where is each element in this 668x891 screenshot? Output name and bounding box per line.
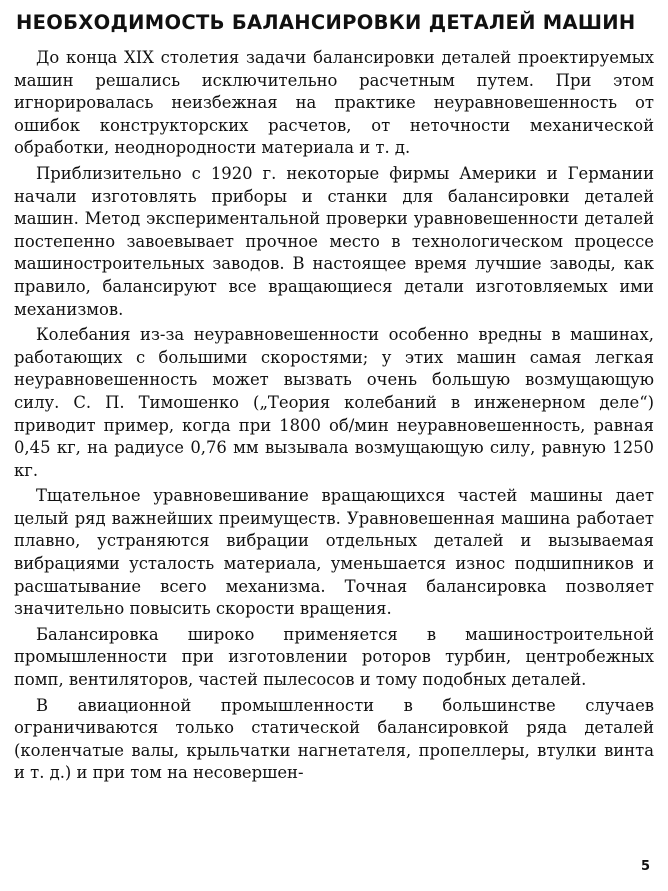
paragraph-3: Колебания из-за неуравновешенности особенно вредны в машинах, работающих с большими скоростями; у этих машин самая легкая неуравновешенность может вызвать очень большую возмущающую силу. С. П. Тимошенко („Теория колебаний в инженерном деле“) приводит пример, когда при 1800 об/мин неуравновешенность, равная 0,45 кг, на радиусе 0,76 мм вызывала возмущающую силу, равную 1250 кг.	[14, 325, 654, 480]
document-page	[14, 8, 654, 884]
page-title: НЕОБХОДИМОСТЬ БАЛАНСИРОВКИ ДЕТАЛЕЙ МАШИН	[16, 11, 636, 34]
paragraph-1: До конца XIX столетия задачи балансировки деталей проектируемых машин решались исключительно расчетным путем. При этом игнорировалась неизбежная на практике неуравновешенность от ошибок конструкторских расчетов, от неточности механической обработки, неоднородности материала и т. д.	[14, 48, 654, 158]
page-number: 5	[640, 859, 650, 874]
paragraph-2: Приблизительно с 1920 г. некоторые фирмы Америки и Германии начали изготовлять приборы и станки для балансировки деталей машин. Метод экспериментальной проверки уравновешенности деталей постепенно завоевывает прочное место в технологическом процессе машиностроительных заводов. В настоящее время лучшие заводы, как правило, балансируют все вращающиеся детали изготовляемых ими механизмов.	[14, 163, 654, 319]
paragraph-6: В авиационной промышленности в большинстве случаев ограничиваются только статической балансировкой ряда деталей (коленчатые валы, крыльчатки нагнетателя, пропеллеры, втулки винта и т. д.) и при том на несовершен-	[14, 695, 654, 783]
paragraph-4: Тщательное уравновешивание вращающихся частей машины дает целый ряд важнейших преимуществ. Уравновешенная машина работает плавно, устраняются вибрации отдельных деталей и вызываемая вибрациями усталость материала, уменьшается износ подшипников и расшатывание всего механизма. Точная балансировка позволяет значительно повысить скорости вращения.	[14, 486, 654, 619]
paragraph-5: Балансировка широко применяется в машиностроительной промышленности при изготовлении роторов турбин, центробежных помп, вентиляторов, частей пылесосов и тому подобных деталей.	[14, 624, 654, 690]
